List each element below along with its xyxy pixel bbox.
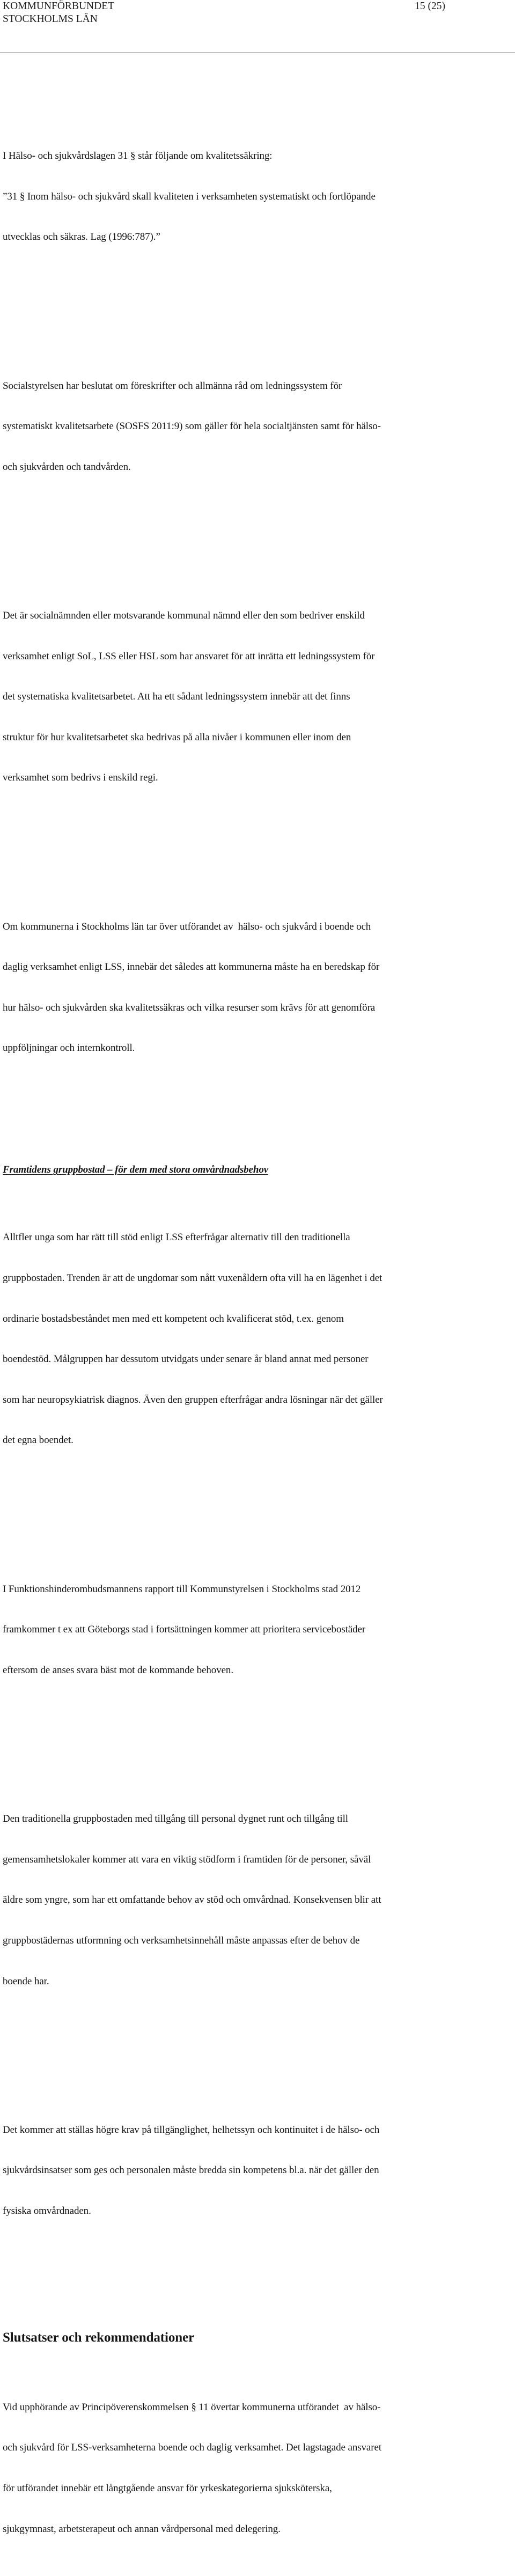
text-line: boende har. [3,1975,49,1987]
text-line: ordinarie bostadsbeståndet men med ett kompetent och kvalificerat stöd, t.ex. genom [3,1313,344,1324]
text-line: verksamhet enligt SoL, LSS eller HSL som har ansvaret för att inrätta ett ledningssystem för [3,650,375,662]
text-line: Socialstyrelsen har beslutat om föreskrifter och allmänna råd om ledningssystem för [3,380,342,392]
paragraph-kommunerna [3,893,512,1082]
paragraph-hogre-krav [3,2096,512,2244]
text-line: hur hälso- och sjukvården ska kvalitetssäkras och vilka resurser som krävs för att genomföra [3,1002,376,1013]
paragraph-socialstyrelsen [3,352,512,501]
text-line: I Funktionshinderombudsmannens rapport till Kommunstyrelsen i Stockholms stad 2012 [3,1583,361,1595]
paragraph-traditionella-gruppbostaden [3,1785,512,2015]
paragraph-funktionshinderombudsmannen [3,1555,512,1704]
section-subheading: Framtidens gruppbostad – för dem med stora omvårdnadsbehov [3,1164,269,1176]
section-heading: Slutsatser och rekommendationer [3,2330,195,2345]
text-line: daglig verksamhet enligt LSS, innebär det således att kommunerna måste ha en beredskap för [3,961,380,973]
text-line: Om kommunerna i Stockholms län tar över utförandet av hälso- och sjukvård i boende och [3,921,371,932]
text-line: I Hälso- och sjukvårdslagen 31 § står följande om kvalitetssäkring: [3,150,273,162]
page-number: 15 (25) [415,1,445,12]
text-line: uppföljningar och internkontroll. [3,1042,135,1054]
paragraph-socialnamnden [3,582,512,812]
text-line: Det är socialnämnden eller motsvarande kommunal nämnd eller den som bedriver enskild [3,610,365,622]
org-name-line2: STOCKHOLMS LÄN [3,13,98,25]
text-line: fysiska omvårdnaden. [3,2205,91,2217]
text-line: som har neuropsykiatrisk diagnos. Även den gruppen efterfrågar andra lösningar när det gäller [3,1394,383,1405]
text-line: Den traditionella gruppbostaden med tillgång till personal dygnet runt och tillgång till [3,1813,348,1825]
text-line: gruppbostädernas utformning och verksamhetsinnehåll måste anpassas efter de behov de [3,1934,360,1946]
paragraph-framtidens-gruppbostad [3,1204,512,1474]
text-line: eftersom de anses svara bäst mot de kommande behoven. [3,1664,233,1676]
text-line: Det kommer att ställas högre krav på tillgänglighet, helhetssyn och kontinuitet i de hälso- och [3,2124,380,2136]
text-line: verksamhet som bedrivs i enskild regi. [3,772,158,784]
text-line: boendestöd. Målgruppen har dessutom utvidgats under senare år bland annat med personer [3,1353,369,1365]
org-name-line1: KOMMUNFÖRBUNDET [3,1,115,12]
paragraph-slutsatser [3,2373,512,2563]
document-header-org [3,0,114,26]
text-line: ”31 § Inom hälso- och sjukvård skall kvaliteten i verksamheten systematiskt och fortlöpande [3,190,376,202]
text-line: Alltfler unga som har rätt till stöd enligt LSS efterfrågar alternativ till den traditionella [3,1232,350,1243]
text-line: systematiskt kvalitetsarbete (SOSFS 2011:9) som gäller för hela socialtjänsten samt för hälso- [3,421,381,432]
text-line: äldre som yngre, som har ett omfattande behov av stöd och omvårdnad. Konsekvensen blir att [3,1894,381,1906]
text-line: och sjukvård för LSS-verksamheterna boende och daglig verksamhet. Det lagstagade ansvaret [3,2442,381,2454]
text-line: det egna boendet. [3,1434,73,1446]
text-line: gruppbostaden. Trenden är att de ungdomar som nått vuxenåldern ofta vill ha en lägenhet i det [3,1272,382,1284]
paragraph-quality-law [3,122,512,271]
text-line: utvecklas och säkras. Lag (1996:787).” [3,231,160,243]
text-line: framkommer t ex att Göteborgs stad i fortsättningen kommer att prioritera servicebostäder [3,1624,366,1636]
text-line: sjukgymnast, arbetsterapeut och annan vårdpersonal med delegering. [3,2523,281,2535]
text-line: för utförandet innebär ett långtgående ansvar för yrkeskategorierna sjuksköterska, [3,2482,332,2494]
text-line: det systematiska kvalitetsarbetet. Att ha ett sådant ledningssystem innebär att det finns [3,691,350,703]
text-line: Vid upphörande av Principöverenskommelsen § 11 övertar kommunerna utförandet av hälso- [3,2401,381,2413]
text-line: struktur för hur kvalitetsarbetet ska bedrivas på alla nivåer i kommunen eller inom den [3,731,351,743]
document-body [3,82,512,2576]
text-line: och sjukvården och tandvården. [3,461,131,473]
text-line: gemensamhetslokaler kommer att vara en viktig stödform i framtiden för de personer, såväl [3,1853,371,1865]
text-line: sjukvårdsinsatser som ges och personalen måste bredda sin kompetens bl.a. när det gäller den [3,2165,379,2176]
